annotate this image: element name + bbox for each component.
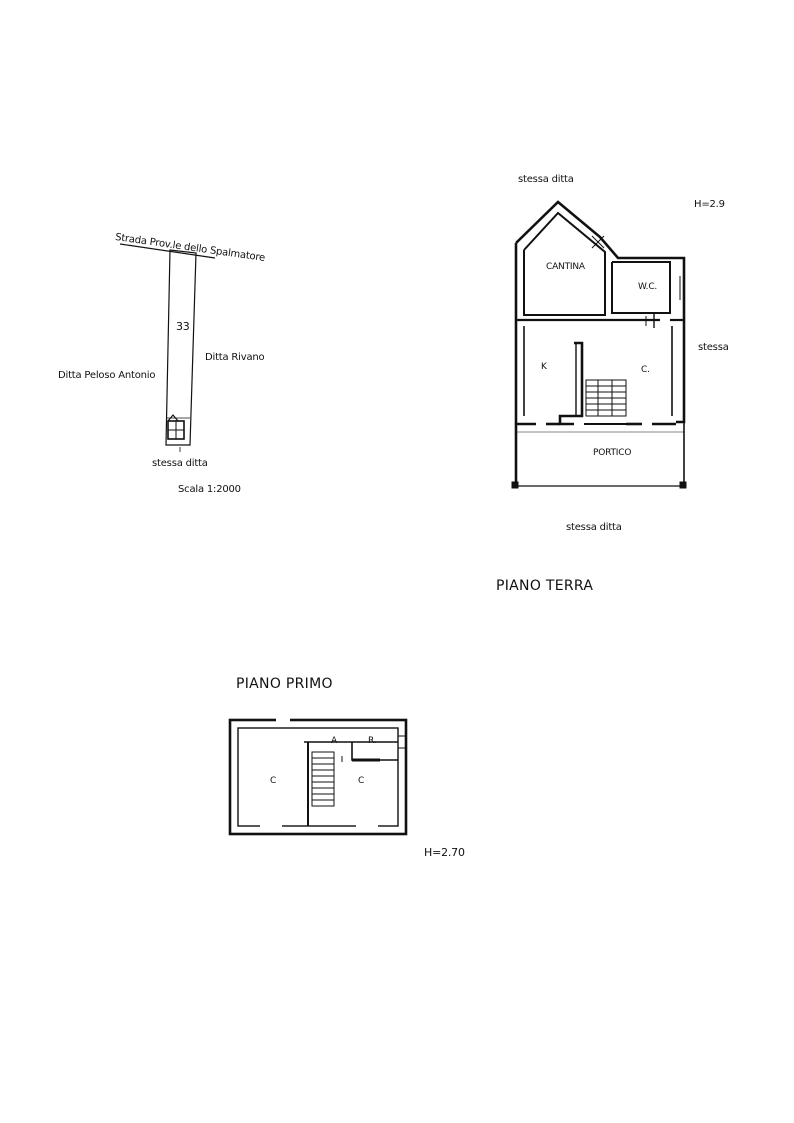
pp-outer-wall: [230, 720, 406, 834]
pt-south-label: stessa ditta: [566, 522, 622, 533]
east-neighbour-label: Ditta Rivano: [205, 352, 265, 363]
room-c-right: C: [358, 776, 365, 786]
parcel-number: 33: [176, 320, 190, 333]
room-a: A: [331, 736, 337, 746]
pt-height-label: H=2.9: [694, 199, 725, 210]
room-portico: PORTICO: [593, 448, 632, 458]
room-cantina: CANTINA: [546, 262, 585, 272]
pp-stairs: [312, 752, 334, 806]
room-r: R.: [368, 736, 377, 746]
room-kitchen: K: [541, 362, 547, 372]
parcel-outline: [166, 250, 196, 445]
parcel-building: [168, 415, 184, 439]
west-neighbour-label: Ditta Peloso Antonio: [58, 370, 156, 381]
room-wc: W.C.: [638, 282, 658, 292]
scale-label: Scala 1:2000: [178, 484, 241, 495]
road-label: Strada Prov.le dello Spalmatore: [114, 232, 266, 264]
pt-stairs: [586, 380, 626, 416]
pt-partition: [560, 343, 582, 424]
south-neighbour-label: stessa ditta: [152, 458, 208, 469]
pt-east-label: stessa: [698, 342, 729, 353]
room-c-left: C: [270, 776, 277, 786]
pp-height-label: H=2.70: [424, 846, 465, 859]
pt-north-label: stessa ditta: [518, 174, 574, 185]
room-c-ground: C.: [641, 365, 650, 375]
first-floor-title: PIANO PRIMO: [236, 676, 333, 692]
ground-floor-title: PIANO TERRA: [496, 578, 594, 594]
